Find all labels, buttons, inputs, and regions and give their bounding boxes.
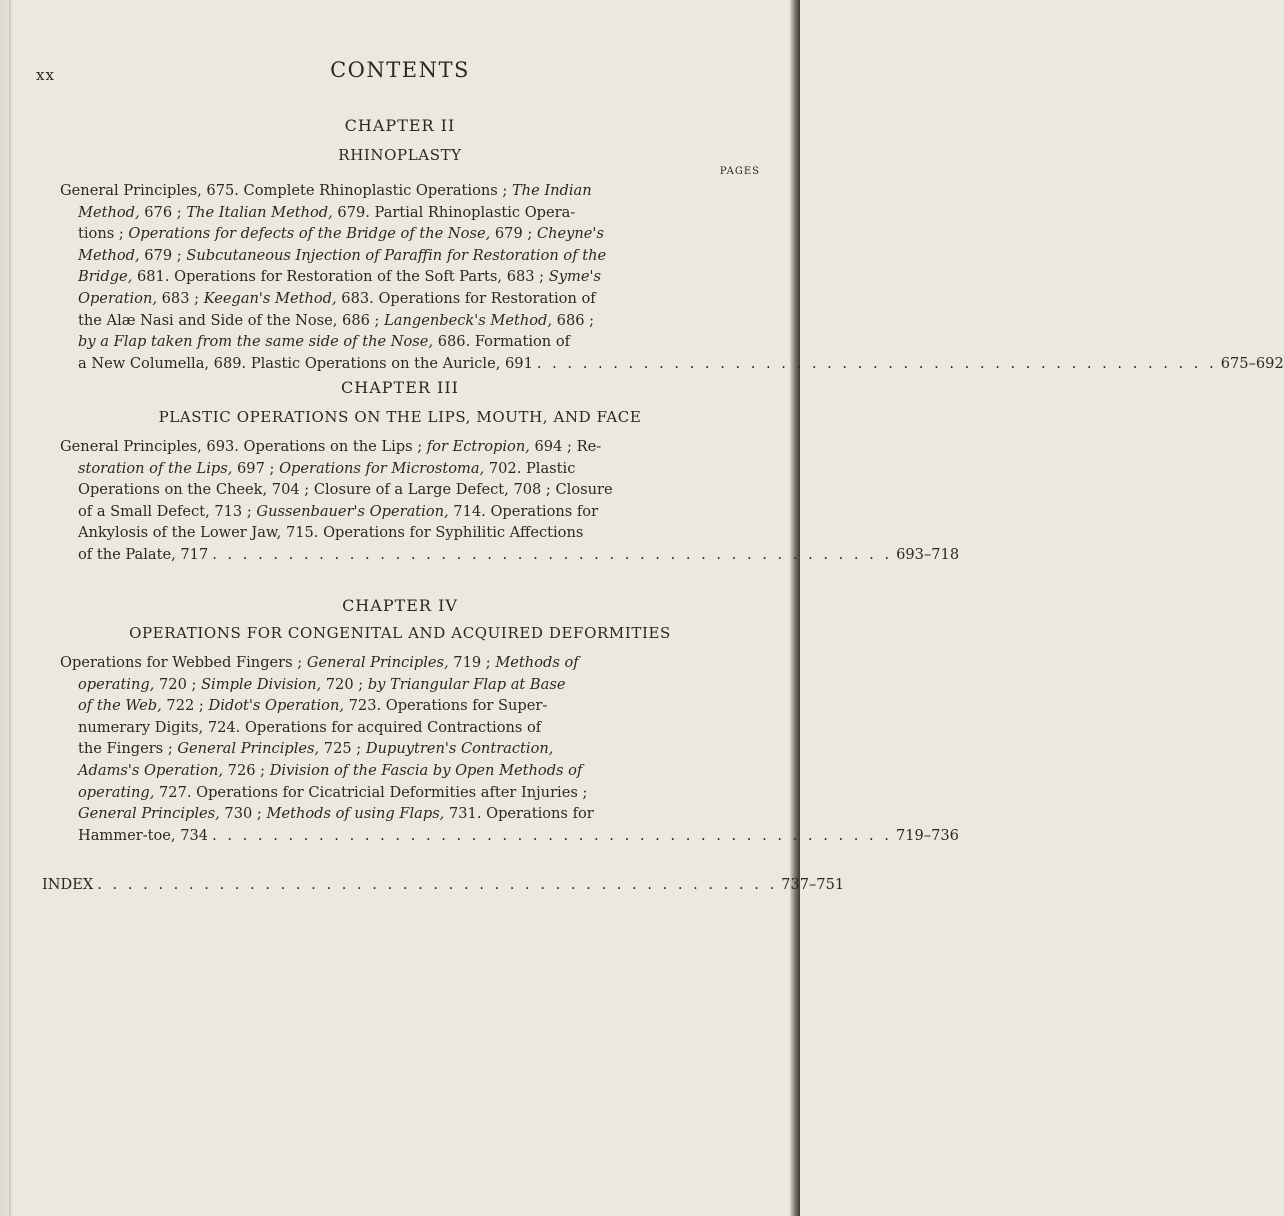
entry-line	[60, 760, 746, 782]
entry-text: the Alæ Nasi and Side of the Nose, 686 ;	[78, 311, 385, 329]
entry-text: 676 ;	[139, 203, 187, 221]
entry-text: a New Columella, 689. Plastic Operations on the Auricle, 691	[78, 354, 533, 372]
entry-title-italic: Methods of	[495, 654, 579, 671]
entry-last-line	[60, 825, 959, 847]
chapter-4-entry	[60, 652, 959, 846]
entry-title-italic: Operations for defects of the Bridge of the Nose,	[128, 225, 491, 243]
entry-line	[60, 310, 746, 332]
chapter-2-subject: RHINOPLASTY	[338, 146, 462, 164]
index-entry	[42, 874, 845, 896]
entry-text: 720 ;	[321, 675, 368, 693]
entry-text: General Principles, 693. Operations on the Lips ;	[60, 438, 427, 455]
entry-title-italic: Dupuytren's Contraction,	[365, 740, 554, 758]
entry-line	[60, 223, 746, 245]
entry-text: 730 ;	[219, 805, 267, 823]
entry-line	[60, 436, 746, 458]
entry-title-italic: Adams's Operation,	[78, 761, 224, 779]
entry-text: Re-	[576, 438, 602, 455]
entry-title-italic: Simple Division,	[201, 675, 322, 693]
running-title: CONTENTS	[330, 58, 470, 82]
entry-text: 726 ;	[223, 761, 270, 779]
leader-dots: . . . . . . . . . . . . . . . . . . . . . . . . . . . . . . . . . . . . . . . . . . . . .	[97, 876, 778, 893]
entry-text: 679 ;	[490, 225, 537, 243]
entry-title-italic: The Indian	[511, 182, 592, 199]
chapter-4-heading: CHAPTER IV	[342, 596, 458, 615]
chapter-pages: 693–718	[896, 545, 960, 563]
entry-title-italic: General Principles,	[177, 740, 320, 758]
entry-text: Operations on the Cheek, 704 ; Closure of a Large Defect, 708 ; Closure	[78, 481, 613, 499]
chapter-2-heading: CHAPTER II	[344, 116, 456, 135]
entry-text: 731. Operations for	[444, 805, 594, 823]
entry-title-italic: The Italian Method,	[186, 203, 333, 221]
entry-title-italic: General Principles,	[306, 654, 449, 671]
chapter-4-subject: OPERATIONS FOR CONGENITAL AND ACQUIRED DEFORMITIES	[129, 624, 671, 642]
entry-text: 720 ;	[154, 675, 202, 693]
chapter-3-subject: PLASTIC OPERATIONS ON THE LIPS, MOUTH, AND FACE	[158, 408, 642, 426]
entry-line	[60, 180, 746, 202]
entry-line	[60, 266, 746, 288]
entry-title-italic: by Triangular Flap at Base	[367, 675, 566, 693]
page-header	[0, 58, 800, 88]
chapter-2-entry	[60, 180, 1284, 374]
entry-line	[60, 458, 746, 480]
pages-column-label: PAGES	[719, 166, 760, 177]
entry-line	[60, 501, 746, 523]
entry-text: 683 ;	[156, 289, 204, 307]
entry-line	[60, 782, 746, 804]
entry-text: Hammer-toe, 734	[78, 826, 209, 844]
leader-dots: . . . . . . . . . . . . . . . . . . . . . . . . . . . . . . . . . . . . . . . . . . . . .	[536, 354, 1217, 372]
entry-line	[60, 652, 746, 674]
entry-title-italic: Method,	[78, 246, 140, 264]
entry-text: Ankylosis of the Lower Jaw, 715. Operations for Syphilitic Affections	[78, 524, 584, 542]
entry-title-italic: operating,	[78, 783, 155, 801]
entry-text: 694 ;	[529, 438, 577, 455]
entry-title-italic: Operation,	[78, 289, 157, 307]
entry-title-italic: Didot's Operation,	[208, 697, 344, 715]
entry-text: 683. Operations for Restoration of	[336, 289, 596, 307]
entry-text: numerary Digits, 724. Operations for acquired Contractions of	[78, 718, 542, 736]
entry-title-italic: Keegan's Method,	[203, 289, 337, 307]
index-pages: 737–751	[781, 876, 845, 893]
entry-title-italic: of the Web,	[78, 697, 162, 715]
entry-line	[60, 245, 746, 267]
entry-text: 702. Plastic	[484, 459, 576, 477]
entry-line	[60, 288, 746, 310]
entry-text: 679. Partial Rhinoplastic Opera-	[332, 203, 576, 221]
page-folio: xx	[36, 66, 55, 84]
entry-line	[60, 479, 746, 501]
entry-text: of the Palate, 717	[78, 545, 209, 563]
entry-text: 714. Operations for	[448, 502, 599, 520]
entry-text: Operations for Webbed Fingers ;	[60, 654, 307, 671]
entry-text: 719 ;	[448, 654, 496, 671]
entry-text: of a Small Defect, 713 ;	[78, 502, 257, 520]
entry-title-italic: Bridge,	[78, 268, 133, 286]
entry-title-italic: Operations for Microstoma,	[279, 459, 485, 477]
entry-last-line	[60, 544, 960, 566]
entry-line	[60, 202, 746, 224]
entry-text: 725 ;	[319, 740, 366, 758]
chapter-3-entry	[60, 436, 960, 566]
entry-line	[60, 717, 746, 739]
entry-title-italic: for Ectropion,	[426, 438, 530, 455]
entry-line	[60, 695, 746, 717]
chapter-3-heading: CHAPTER III	[341, 378, 459, 397]
entry-title-italic: operating,	[78, 675, 155, 693]
entry-title-italic: General Principles,	[78, 805, 220, 823]
entry-title-italic: Method,	[78, 203, 140, 221]
chapter-pages: 719–736	[895, 826, 959, 844]
entry-text: 722 ;	[161, 697, 209, 715]
entry-title-italic: Division of the Fascia by Open Methods of	[269, 761, 583, 779]
entry-title-italic: Gussenbauer's Operation,	[256, 502, 449, 520]
entry-text: tions ;	[78, 225, 129, 243]
entry-line	[60, 331, 746, 353]
entry-title-italic: Methods of using Flaps,	[266, 805, 445, 823]
entry-text: 723. Operations for Super-	[343, 697, 548, 715]
entry-text: 697 ;	[232, 459, 280, 477]
entry-title-italic: Syme's	[548, 268, 601, 286]
entry-title-italic: Langenbeck's Method,	[384, 311, 553, 329]
entry-text: 686 ;	[552, 311, 595, 329]
entry-text: 681. Operations for Restoration of the Soft Parts, 683 ;	[132, 268, 549, 286]
chapter-pages: 675–692	[1220, 354, 1284, 372]
entry-text: the Fingers ;	[78, 740, 178, 758]
entry-text: General Principles, 675. Complete Rhinoplastic Operations ;	[60, 182, 512, 199]
leader-dots: . . . . . . . . . . . . . . . . . . . . . . . . . . . . . . . . . . . . . . . . . . . . .	[212, 545, 893, 563]
entry-title-italic: by a Flap taken from the same side of the Nose,	[78, 333, 434, 351]
entry-text: 679 ;	[139, 246, 187, 264]
entry-line	[60, 522, 746, 544]
entry-title-italic: storation of the Lips,	[78, 459, 233, 477]
index-label: INDEX	[42, 876, 94, 893]
entry-line	[60, 803, 746, 825]
entry-text: 727. Operations for Cicatricial Deformities after Injuries ;	[154, 783, 588, 801]
entry-text: 686. Formation of	[433, 333, 571, 351]
entry-line	[60, 674, 746, 696]
entry-line	[60, 738, 746, 760]
entry-title-italic: Subcutaneous Injection of Paraffin for Restoration of the	[186, 246, 607, 264]
entry-last-line	[60, 353, 1284, 375]
leader-dots: . . . . . . . . . . . . . . . . . . . . . . . . . . . . . . . . . . . . . . . . . . . . .	[212, 826, 892, 844]
entry-title-italic: Cheyne's	[536, 225, 604, 243]
